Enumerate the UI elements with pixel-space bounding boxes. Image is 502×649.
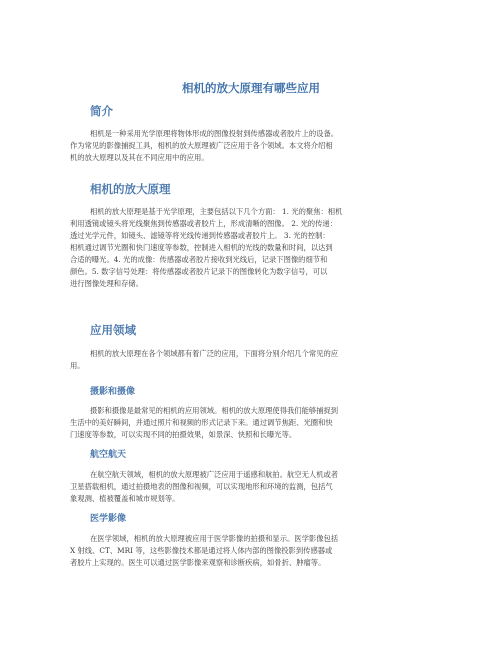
- section-paragraph-applications: [70, 348, 339, 372]
- subsection-heading-medical: 医学影像: [90, 514, 127, 524]
- section-paragraph-principle: [70, 206, 343, 290]
- paragraph-line: 用。: [70, 361, 85, 370]
- paragraph-line: 相机是一种采用光学原理将物体形成的图像投射到传感器或者胶片上的设备。: [90, 129, 339, 138]
- paragraph-line: 相机的放大原理在各个领域都有着广泛的应用，下面将分别介绍几个常见的应: [90, 349, 339, 358]
- subsection-paragraph-aerospace: [70, 469, 339, 505]
- paragraph-line: 透过光学元件，如镜头、滤镜等将光线传递到传感器或者胶片上。 3. 光的控制：: [70, 231, 330, 240]
- paragraph-line: 相机的放大原理是基于光学原理，主要包括以下几个方面： 1. 光的聚焦：相机: [90, 207, 343, 216]
- paragraph-line: 机的放大原理以及其在不同应用中的应用。: [70, 153, 209, 162]
- document-title: 相机的放大原理有哪些应用: [182, 81, 320, 95]
- paragraph-line: 相机通过调节光圈和快门速度等参数，控制进入相机的光线的数量和时间，以达到: [70, 243, 333, 252]
- paragraph-line: 颜色。5. 数字信号处理：将传感器或者胶片记录下的图像转化为数字信号，可以: [70, 267, 328, 276]
- section-paragraph-intro: [70, 128, 339, 164]
- paragraph-line: 在航空航天领域，相机的放大原理被广泛应用于遥感和航拍。航空无人机或者: [90, 470, 339, 479]
- paragraph-line: X 射线、CT、MRI 等，这些影像技术都是通过将人体内部的图像投影到传感器或: [70, 546, 333, 555]
- subsection-paragraph-medical: [70, 533, 339, 569]
- section-heading-applications: 应用领域: [90, 323, 136, 337]
- subsection-heading-photography: 摄影和摄像: [90, 387, 136, 397]
- paragraph-line: 利用透镜或镜头将光线聚焦到传感器或者胶片上，形成清晰的图像。 2. 光的传递：: [70, 219, 337, 228]
- subsection-paragraph-photography: [70, 405, 339, 441]
- paragraph-line: 合适的曝光。4. 光的成像：传感器或者胶片接收到光线后，记录下图像的细节和: [70, 255, 328, 264]
- paragraph-line: 门速度等参数，可以实现不同的拍摄效果，如景深、快照和长曝光等。: [70, 430, 297, 439]
- paragraph-line: 象观测、植被覆盖和城市规划等。: [70, 494, 180, 503]
- paragraph-line: 在医学领域，相机的放大原理被应用于医学影像的拍摄和显示。医学影像包括: [90, 534, 339, 543]
- section-heading-principle: 相机的放大原理: [90, 182, 171, 196]
- paragraph-line: 进行图像处理和存储。: [70, 279, 143, 288]
- paragraph-line: 生活中的美好瞬间，并通过照片和视频的形式记录下来。通过调节焦距、光圈和快: [70, 418, 333, 427]
- paragraph-line: 摄影和摄像是最常见的相机的应用领域。相机的放大原理使得我们能够捕捉到: [90, 406, 339, 415]
- paragraph-line: 者胶片上实现的。医生可以通过医学影像来观察和诊断疾病，如骨折、肿瘤等。: [70, 558, 326, 567]
- section-heading-intro: 简介: [90, 104, 113, 118]
- paragraph-line: 作为常见的影像捕捉工具，相机的放大原理被广泛应用于各个领域。本文将介绍相: [70, 141, 333, 150]
- paragraph-line: 卫星搭载相机，通过拍摄地表的图像和视频，可以实现地形和环境的监测，包括气: [70, 482, 333, 491]
- subsection-heading-aerospace: 航空航天: [90, 450, 127, 460]
